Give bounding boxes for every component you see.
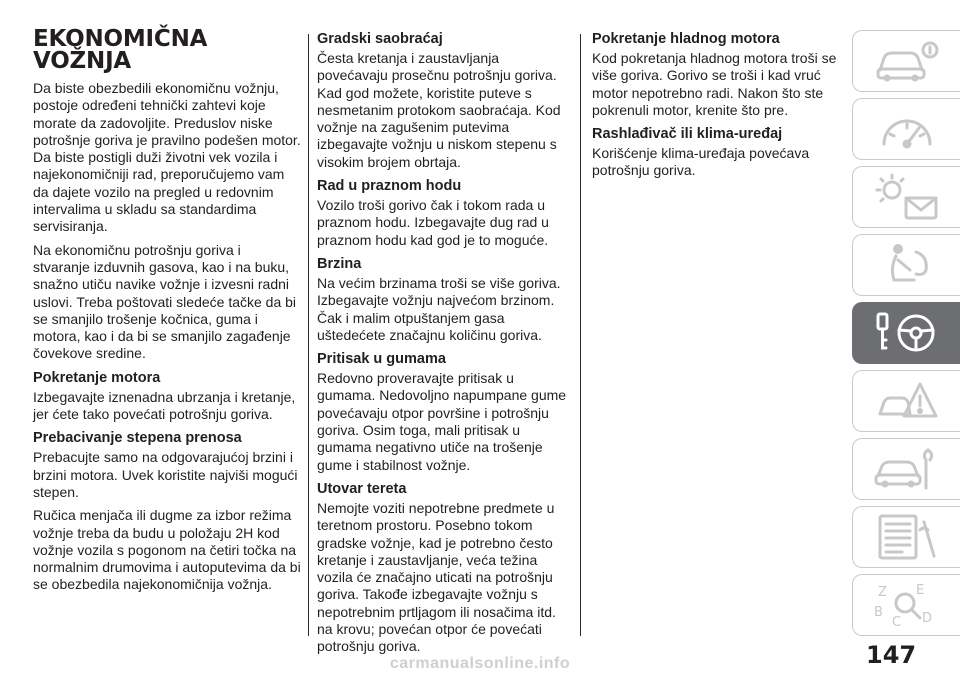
city-traffic-paragraph: Česta kretanja i zaustavljanja povećavaju prosečnu potrošnju goriva. Kad god možete, koristite puteve s nesmetanim protokom saobraćaja. Kod vožnje na zagušenim putevima izbegavajte vožnju u niskom stepenu s visokim brojem obrtaja.	[317, 50, 561, 170]
heading-air-conditioning: Rashlađivač ili klima-uređaj	[592, 126, 783, 143]
cargo-load-paragraph: Nemojte voziti nepotrebne predmete u teretnom prostoru. Posebno tokom gradske vožnje, kad je potrebno često kretanje i zaustavljanje, veća težina vozila će značajno uticati na potrošnju goriva. Takođe izbegavajte vožnju s nepotrebnim prtljagom ili nosačima itd. na krovu; povećan otpor će povećati potrošnju goriva.	[317, 499, 556, 655]
speed-paragraph: Na većim brzinama troši se više goriva. Izbegavajte vožnju najvećom brzinom. Čak i malim otpuštanjem gasa uštedećete značajnu količinu goriva.	[317, 274, 561, 343]
column-divider-1	[308, 34, 309, 636]
engine-start-paragraph: Izbegavajte iznenadna ubrzanja i kretanje, jer ćete tako povećati potrošnju goriva.	[33, 388, 296, 423]
page-number: 147	[866, 641, 917, 669]
tab-emergency[interactable]	[852, 370, 960, 432]
tab-dashboard[interactable]	[852, 98, 960, 160]
title-line-1: EKONOMIČNA	[33, 26, 208, 52]
watermark: carmanualsonline.info	[389, 655, 571, 672]
svg-text:E: E	[915, 583, 924, 598]
tab-starting-driving[interactable]	[852, 302, 960, 364]
warning-light-message-icon	[872, 172, 942, 222]
svg-text:B: B	[873, 605, 883, 620]
heading-engine-start: Pokretanje motora	[33, 369, 161, 386]
title-line-2: VOŽNJA	[33, 48, 132, 74]
car-wrench-icon	[872, 444, 942, 494]
gear-shifting-paragraph-1: Prebacujte samo na odgovarajućoj brzini i brzini motora. Uvek koristite najviši mogući stepen.	[33, 449, 298, 500]
heading-city-traffic: Gradski saobraćaj	[317, 31, 443, 47]
cold-start-paragraph: Kod pokretanja hladnog motora troši se više goriva. Gorivo se troši i kad vruć motor nepotrebno radi. Nakon što ste pokrenuli motor, krenite što pre.	[592, 50, 837, 118]
heading-gear-shifting: Prebacivanje stepena prenosa	[33, 430, 242, 447]
column-middle	[317, 28, 572, 662]
tab-technical-data[interactable]	[852, 506, 960, 568]
habits-paragraph: Na ekonomičnu potrošnju goriva i stvaranje izduvnih gasova, kao i na buku, snažno utiču navike vožnje i izvesni radni uslovi. Treba poštovati sledeće tačke da bi se smanjilo trošenje kočnica, guma i motora, kao i da bi se smanjilo zagađenje čovekove sredine.	[33, 241, 297, 362]
tab-index[interactable]	[852, 574, 960, 636]
tab-car-info[interactable]	[852, 30, 960, 92]
key-steering-wheel-icon	[872, 308, 942, 358]
column-left	[33, 28, 301, 600]
tyre-pressure-paragraph: Redovno proveravajte pritisak u gumama. Nedovoljno napumpane gume povećavaju otpor površine i potrošnju goriva. Osim toga, mali pritisak u gumama negativno utiče na trošenje gume i stabilnost vožnje.	[317, 370, 567, 473]
tab-maintenance[interactable]	[852, 438, 960, 500]
heading-tyre-pressure: Pritisak u gumama	[317, 351, 446, 368]
roadside-warning-triangle-icon	[872, 376, 942, 426]
car-info-icon	[872, 36, 942, 86]
alphabetical-index-icon	[872, 580, 942, 630]
specifications-list-icon	[872, 512, 942, 562]
svg-text:D: D	[921, 611, 932, 626]
svg-text:Z: Z	[877, 585, 887, 600]
heading-speed: Brzina	[317, 255, 362, 272]
column-right	[592, 28, 844, 186]
dashboard-gauge-icon	[872, 104, 942, 154]
air-conditioning-paragraph: Korišćenje klima-uređaja povećava potrošnju goriva.	[592, 145, 810, 179]
gear-shifting-paragraph-2: Ručica menjača ili dugme za izbor režima vožnje treba da budu u položaju 2H kod vožnje vozila s pogonom na četiri točka na normalnim drumovima i autoputevima da bi se obezbedila najekonomičnija vožnja.	[33, 507, 301, 593]
column-divider-2	[580, 34, 581, 636]
heading-cold-start: Pokretanje hladnog motora	[592, 31, 780, 47]
heading-idling: Rad u praznom hodu	[317, 178, 462, 195]
seat-airbag-icon	[872, 240, 942, 290]
intro-paragraph: Da biste obezbedili ekonomičnu vožnju, postoje određeni tehnički zahtevi koje morate da zadovoljite. Preduslov niske potrošnje goriva je pravilno podešen motor. Da biste postigli duži životni vek vozila i najekonomičniji rad, preporučujemo vam da dajete vozilo na pregled u redovnim intervalima u skladu sa standardima servisiranja.	[33, 80, 301, 235]
tab-safety[interactable]	[852, 234, 960, 296]
idling-paragraph: Vozilo troši gorivo čak i tokom rada u praznom hodu. Izbegavajte dug rad u praznom hodu kad god je to moguće.	[317, 197, 549, 248]
svg-text:C: C	[891, 615, 901, 630]
chapter-tabs	[852, 30, 960, 642]
page-title	[33, 28, 301, 72]
tab-warning-lights[interactable]	[852, 166, 960, 228]
heading-cargo-load: Utovar tereta	[317, 480, 407, 497]
